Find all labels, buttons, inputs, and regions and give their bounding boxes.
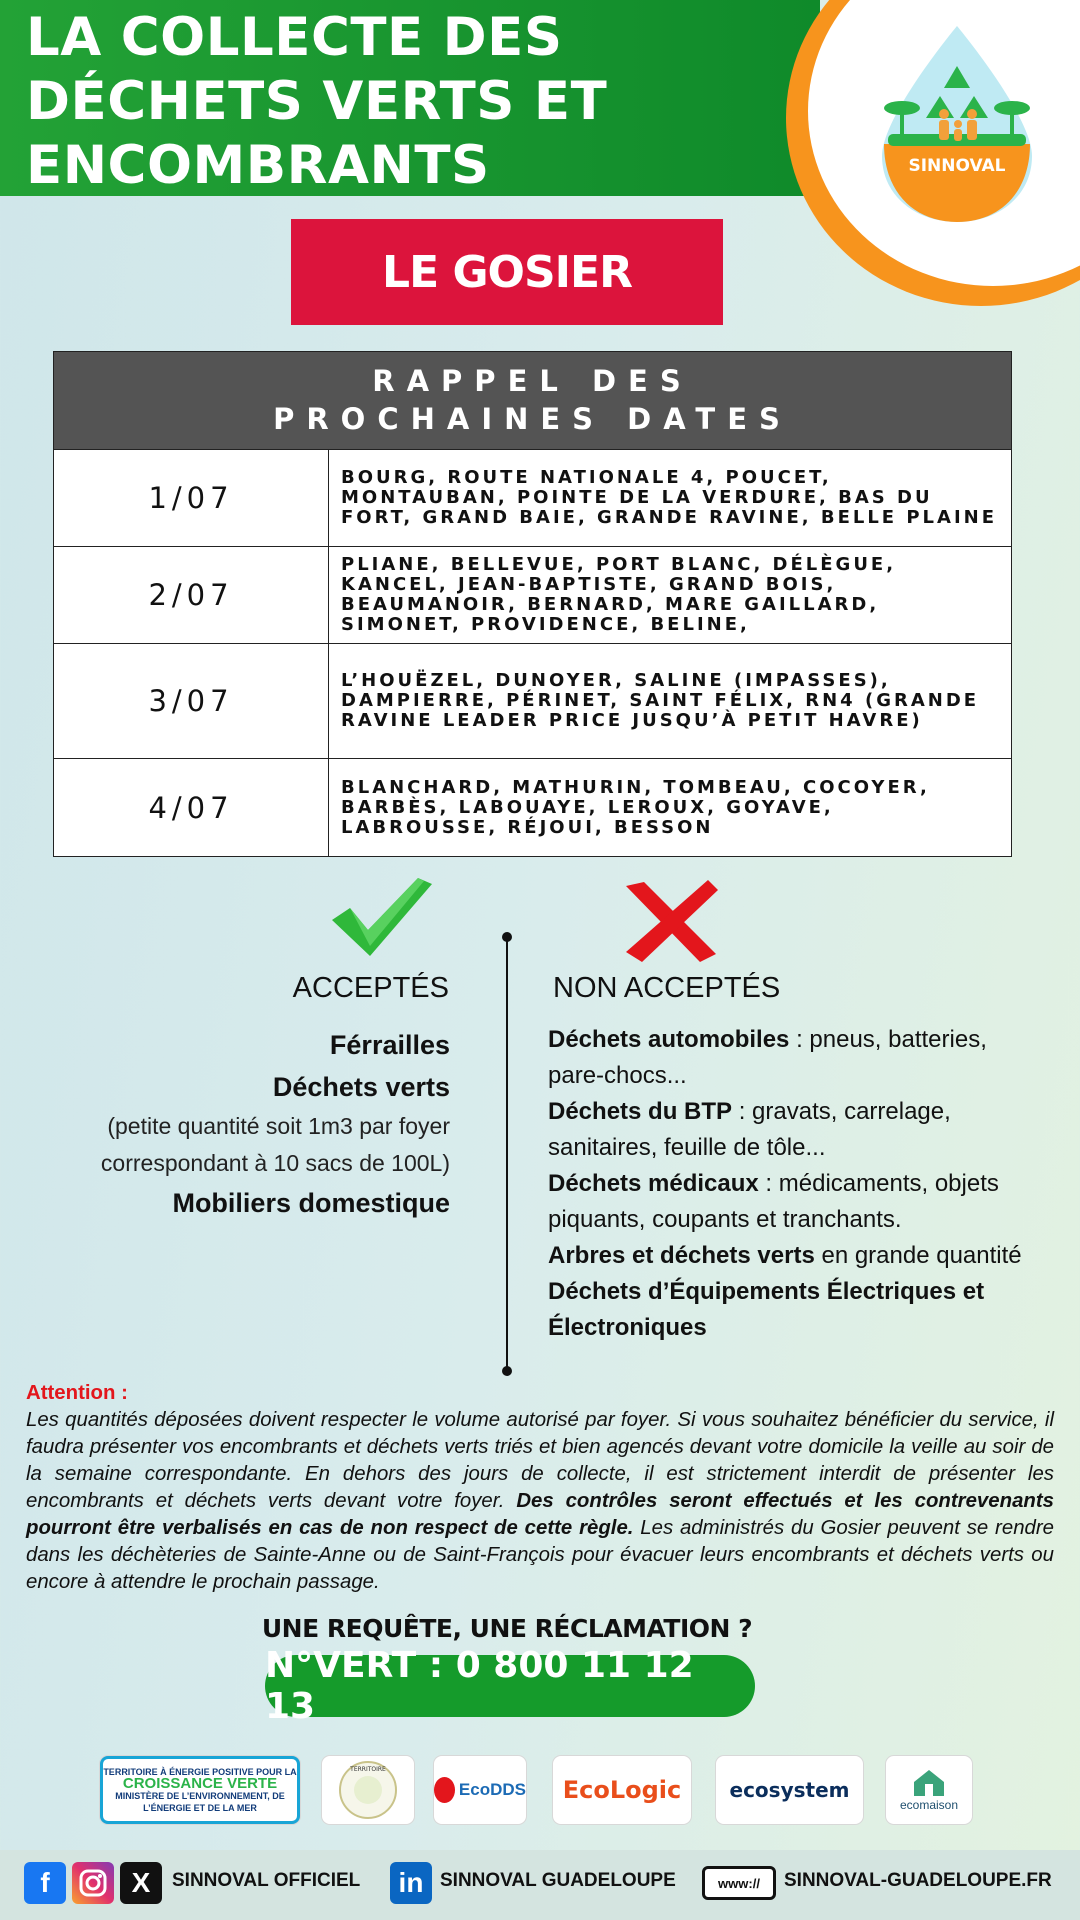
row-date: 2/07	[54, 547, 329, 643]
house-icon	[912, 1768, 946, 1798]
accepted-note: (petite quantité soit 1m3 par foyer correspondant à 10 sacs de 100L)	[100, 1113, 450, 1176]
attention-label: Attention :	[26, 1382, 128, 1404]
table-row	[54, 449, 1011, 546]
ecodds-hand-icon	[434, 1777, 455, 1803]
row-date: 4/07	[54, 759, 329, 856]
city-badge: LE GOSIER	[291, 219, 723, 325]
table-row	[54, 643, 1011, 758]
sinnoval-logo	[878, 26, 1036, 222]
row-date: 1/07	[54, 450, 329, 546]
accepted-item: Mobiliers domestique	[172, 1188, 450, 1218]
accepted-list	[30, 1024, 450, 1224]
list-item: Déchets médicaux : médicaments, objets piquants, coupants et tranchants.	[548, 1170, 999, 1233]
list-item: Arbres et déchets verts en grande quantité	[548, 1242, 1022, 1269]
list-item: Déchets d’Équipements Électriques et Électroniques	[548, 1278, 985, 1341]
linkedin-label: SINNOVAL GUADELOUPE	[440, 1870, 676, 1891]
accepted-item: Férrailles	[329, 1030, 450, 1060]
request-heading: UNE REQUÊTE, UNE RÉCLAMATION ?	[261, 1614, 753, 1643]
row-places: BLANCHARD, MATHURIN, TOMBEAU, COCOYER, BARBÈS, LABOUAYE, LEROUX, GOYAVE, LABROUSSE, RÉJOUI, BESSON	[341, 776, 930, 838]
svg-text:TERRITOIRE: TERRITOIRE	[350, 1766, 386, 1773]
list-item: Déchets du BTP : gravats, carrelage, sanitaires, feuille de tôle...	[548, 1098, 951, 1161]
x-icon[interactable]: X	[120, 1862, 162, 1904]
schedule-heading	[54, 352, 1011, 449]
check-icon	[330, 876, 434, 958]
facebook-icon[interactable]: f	[24, 1862, 66, 1904]
schedule-heading-line2: PROCHAINES DATES	[273, 402, 792, 436]
row-places: BOURG, ROUTE NATIONALE 4, POUCET, MONTAUBAN, POINTE DE LA VERDURE, BAS DU FORT, GRAND BAIE, GRANDE RAVINE, BELLE PLAINE	[341, 467, 998, 528]
divider	[506, 936, 508, 1370]
accepted-item: Déchets verts	[272, 1072, 450, 1102]
cross-icon	[620, 880, 720, 964]
schedule-table	[53, 351, 1012, 857]
instagram-icon[interactable]	[72, 1862, 114, 1904]
social-label: SINNOVAL OFFICIEL	[172, 1870, 361, 1891]
not-accepted-title: NON ACCEPTÉS	[553, 972, 781, 1004]
divider-dot	[502, 1366, 512, 1376]
partner-logo-ecodds: EcoDDS	[434, 1756, 526, 1824]
territoire-seal-icon	[336, 1759, 400, 1821]
partner-logo-ecosystem: ecosystem	[716, 1756, 863, 1824]
partner-logo-territoire	[322, 1756, 414, 1824]
hotline-button[interactable]: N°VERT : 0 800 11 12 13	[265, 1655, 755, 1717]
schedule-heading-line1: RAPPEL DES	[372, 364, 693, 398]
row-places: PLIANE, BELLEVUE, PORT BLANC, DÉLÈGUE, KANCEL, JEAN-BAPTISTE, GRAND BOIS, BEAUMANOIR, BERNARD, MARE GAILLARD, SIMONET, PROVIDENCE, BELINE,	[341, 554, 897, 635]
attention-text: Les quantités déposées doivent respecter le volume autorisé par foyer. Si vous souhaitez bénéficier du service, il faudra présenter vos encombrants et déchets verts triés et bien agencés devant votre domicile la veille au soir de la semaine correspondante. En dehors des jours de collecte, il est strictement interdit de présenter les encombrants et déchets verts devant votre foyer. Des contrôles seront effectués et les contrevenants pourront être verbalisés en cas de non respect de cette règle. Les administrés du Gosier peuvent se rendre dans les déchèteries de Sainte-Anne ou de Saint-François pour évacuer leurs encombrants et déchets verts ou encore à attendre le prochain passage.	[26, 1409, 1055, 1593]
list-item: Déchets automobiles : pneus, batteries, pare-chocs...	[548, 1026, 987, 1089]
table-row	[54, 546, 1011, 643]
attention-notice	[26, 1380, 1054, 1596]
row-places: L’HOUËZEL, DUNOYER, SALINE (IMPASSES), DAMPIERRE, PÉRINET, SAINT FÉLIX, RN4 (GRANDE RAVINE LEADER PRICE JUSQU’À PETIT HAVRE)	[341, 670, 980, 731]
page-title: LA COLLECTE DES DÉCHETS VERTS ET ENCOMBRANTS	[26, 7, 608, 196]
not-accepted-list	[548, 1022, 1048, 1346]
web-icon: www://	[702, 1866, 776, 1900]
logo-text: SINNOVAL	[908, 156, 1006, 176]
partner-logo-ecologic: EcoLogic	[553, 1756, 691, 1824]
partner-logo-tepcv: TERRITOIRE À ÉNERGIE POSITIVE POUR LA CROISSANCE VERTE MINISTÈRE DE L’ENVIRONNEMENT, DE L’ÉNERGIE ET DE LA MER	[100, 1756, 300, 1824]
divider-dot	[502, 932, 512, 942]
table-row	[54, 758, 1011, 856]
row-date: 3/07	[54, 644, 329, 758]
partner-logo-ecomaison: ecomaison	[886, 1756, 972, 1824]
accepted-title: ACCEPTÉS	[292, 972, 449, 1004]
linkedin-icon[interactable]: in	[390, 1862, 432, 1904]
website-link[interactable]: SINNOVAL-GUADELOUPE.FR	[784, 1870, 1052, 1891]
